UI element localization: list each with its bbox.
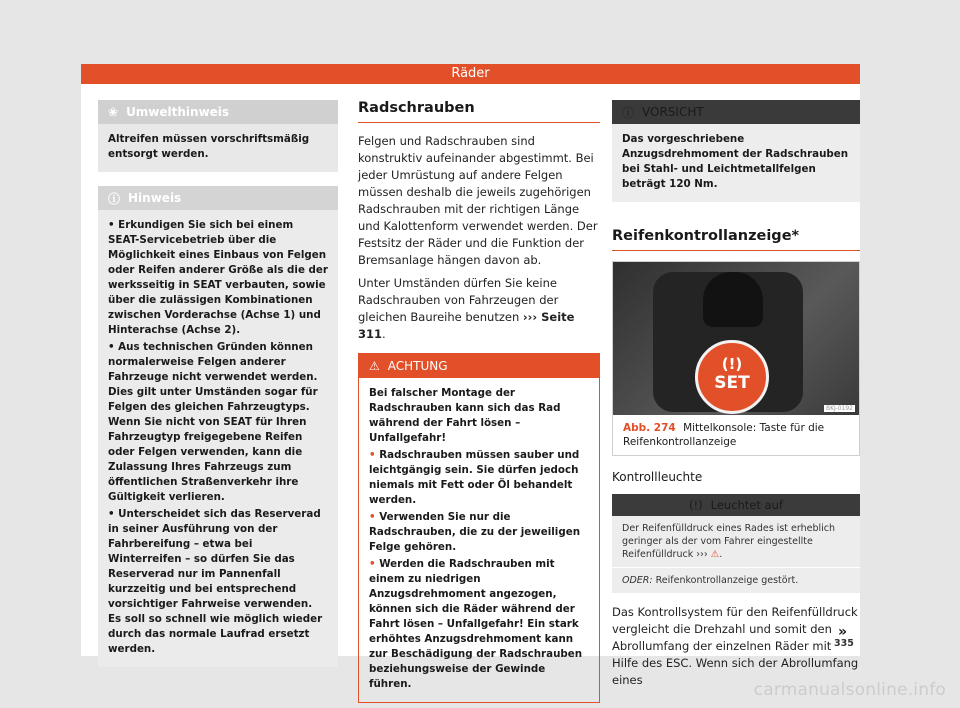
- watermark: carmanualsonline.info: [753, 680, 946, 700]
- caution-body: [612, 124, 860, 202]
- warning-icon: ⚠: [710, 549, 720, 560]
- reference-arrows[interactable]: ›››: [696, 549, 708, 560]
- page-reference-link[interactable]: ››› Seite 311: [358, 310, 575, 341]
- radschrauben-paragraph: Unter Umständen dürfen Sie keine Radschrauben von Fahrzeugen der gleichen Baureihe benutzen ››› Seite 311.: [358, 276, 575, 341]
- warning-title: ACHTUNG: [387, 359, 448, 373]
- environment-note-title: Umwelthinweis: [126, 105, 230, 119]
- warning-icon: ⚠: [369, 359, 380, 373]
- warning-light-table: [612, 494, 860, 594]
- figure-label: Abb. 274: [623, 422, 676, 434]
- info-note-item: • Aus technischen Gründen können normalerweise Felgen anderer Fahrzeuge nicht verwendet werden. Dies gilt unter Umständen sogar für Felgen des gleichen Fahrzeugtyps. Wenn Sie nicht von SEAT für Ihren Fahrzeugtyp freigegebene Reifen oder Felgen verwenden, kann die Zulassung Ihres Fahrzeugs zum öffentlichen Straßenverkehr ihre Gültigkeit verlieren.: [108, 341, 318, 503]
- continue-marker: »: [838, 624, 848, 640]
- column-right: [612, 100, 860, 689]
- info-note-body: [98, 210, 338, 667]
- warning-header: [359, 354, 599, 378]
- radschrauben-body: [358, 133, 600, 343]
- info-note-header: [98, 186, 338, 210]
- warning-box: [358, 353, 600, 703]
- figure-code: BKJ-0192: [825, 405, 853, 412]
- page-header: Räder: [81, 64, 860, 84]
- tire-pressure-icon: (!): [689, 498, 703, 512]
- warning-light-row: Der Reifenfülldruck eines Rades ist erheblich geringer als der vom Fahrer eingestellte Reifenfülldruck ››› ⚠.: [612, 516, 860, 568]
- set-button[interactable]: [695, 340, 769, 414]
- info-note-item: • Erkundigen Sie sich bei einem SEAT-Servicebetrieb über die Möglichkeit eines Einbaus von Felgen oder Reifen anderer Größe als die der werksseitig in SEAT verbauten, sowie über die zulässigen Kombinationen zwischen Vorderachse (Achse 1) und Hinterachse (Achse 2).: [108, 219, 328, 336]
- warning-intro: Bei falscher Montage der Radschrauben kann sich das Rad während der Fahrt lösen – Unfallgefahr!: [369, 387, 561, 444]
- info-icon: ⓘ: [108, 191, 121, 206]
- gear-knob: [703, 272, 763, 327]
- figure-caption: [613, 415, 859, 455]
- radschrauben-paragraph: Felgen und Radschrauben sind konstruktiv aufeinander abgestimmt. Bei jeder Umrüstung auf andere Felgen müssen deshalb die jeweils zugehörigen Radschrauben mit der richtigen Länge und Kalottenform verwendet werden. Der Festsitz der Räder und die Funktion der Bremsanlage hängen davon ab.: [358, 134, 598, 267]
- warning-item: • Radschrauben müssen sauber und leichtgängig sein. Sie dürfen jedoch niemals mit Fett oder Öl behandelt werden.: [369, 449, 580, 506]
- caution-box: [612, 100, 860, 202]
- caution-header: [612, 100, 860, 124]
- console-photo: [613, 262, 859, 415]
- warning-light-header: [612, 494, 860, 516]
- info-note-box: [98, 186, 338, 667]
- environment-note-header: [98, 100, 338, 124]
- warning-item: • Verwenden Sie nur die Radschrauben, die zu der jeweiligen Felge gehören.: [369, 511, 581, 553]
- caution-icon: ⓘ: [622, 105, 635, 120]
- kontrollleuchte-heading: Kontrollleuchte: [612, 470, 703, 484]
- section-title-reifenkontrollanzeige: Reifenkontrollanzeige*: [612, 228, 860, 251]
- figure-274: [612, 261, 860, 456]
- warning-light-row: ODER: Reifenkontrollanzeige gestört.: [612, 568, 860, 594]
- page-number: 335: [834, 638, 854, 649]
- set-label: SET: [714, 373, 750, 393]
- column-middle: [358, 100, 600, 703]
- caution-title: VORSICHT: [642, 105, 704, 119]
- environment-icon: ❀: [108, 105, 119, 119]
- section-title-radschrauben: Radschrauben: [358, 100, 600, 123]
- environment-note-box: [98, 100, 338, 172]
- tire-pressure-icon: (!): [721, 355, 743, 373]
- environment-note-text: Altreifen müssen vorschriftsmäßig entsorgt werden.: [108, 133, 310, 160]
- column-left: [98, 100, 338, 667]
- warning-item: • Werden die Radschrauben mit einem zu niedrigen Anzugsdrehmoment angezogen, können sich die Räder während der Fahrt lösen – Unfallgefahr! Ein stark erhöhtes Anzugsdrehmoment kann zur Beschädigung der Radschrauben beziehungsweise der Gewinde führen.: [369, 558, 583, 690]
- caution-text: Das vorgeschriebene Anzugsdrehmoment der Radschrauben bei Stahl- und Leichtmetallfelgen beträgt 120 Nm.: [622, 133, 849, 190]
- warning-light-title: Leuchtet auf: [710, 498, 783, 512]
- environment-note-body: [98, 124, 338, 172]
- warning-body: [359, 378, 599, 702]
- reifen-paragraph: Das Kontrollsystem für den Reifenfülldruck vergleicht die Drehzahl und somit den Abrollumfang der einzelnen Räder mit Hilfe des ESC. Wenn sich der Abrollumfang eines: [612, 605, 859, 687]
- info-note-item: • Unterscheidet sich das Reserverad in seiner Ausführung von der Fahrbereifung – etwa bei Winterreifen – so dürfen Sie das Reserverad nur im Pannenfall kurzzeitig und bei entsprechend vorsichtiger Fahrweise verwenden. Es soll so schnell wie möglich wieder durch das normale Laufrad ersetzt werden.: [108, 508, 323, 655]
- figure-caption-text: Mittelkonsole: Taste für die Reifenkontrollanzeige: [623, 422, 825, 448]
- info-note-title: Hinweis: [128, 191, 182, 205]
